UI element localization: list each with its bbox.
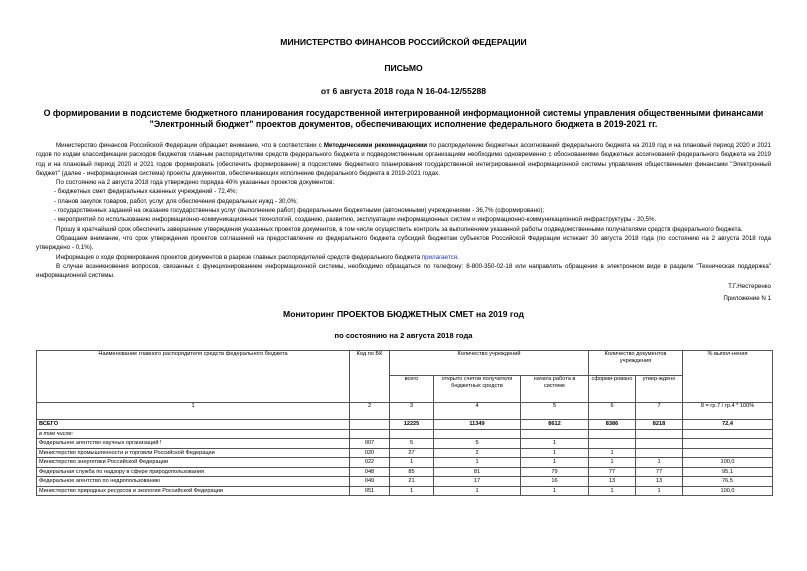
document-type: ПИСЬМО (384, 63, 423, 73)
table-row: ВСЕГО 12225 11349 8612 8386 8218 72,4 (37, 420, 773, 430)
header-code: Код по БК (350, 351, 390, 403)
header-institutions: Количество учреждений (390, 351, 589, 376)
paragraph-2: По состоянию на 2 августа 2018 года утверждено порядка 40% указанных проектов документов: (56, 179, 335, 187)
table-header-row (37, 351, 773, 376)
document-body (36, 141, 771, 280)
header-name: Наименование главного распорядителя средств федерального бюджета (37, 351, 350, 403)
document-subject: О формировании в подсистеме бюджетного планирования государственной интегрированной информационной системы управления общественными финансами "Электронный бюджет" проектов документов, обеспечивающих исполнение федерального бюджета в 2019-2021 гг. (43, 108, 764, 129)
header-percent: % выпол-нения (683, 351, 773, 403)
paragraph-6: В случае возникновения вопросов, связанных с функционированием информационной системы, необходимо обращаться по телефону: 8-800-350-02-18 или направлять обращения в электронном виде в разделе "Техническая поддержка" информационной системы. (36, 262, 771, 280)
table-row: в том числе: (37, 429, 773, 439)
list-item: - мероприятий по использованию информационно-коммуникационных технологий, созданию, развитию, эксплуатации информационных систем и информационно-коммуникационной инфраструктуры - 20,5%. (54, 216, 657, 224)
list-item: - бюджетных смет федеральных казенных учреждений - 72,4%; (54, 188, 238, 196)
list-item: - государственных заданий на оказание государственных услуг (выполнение работ) федеральными бюджетными (автономными) учреждениями - 36,7% (сформировано); (54, 207, 545, 215)
paragraph-1: Министерство финансов Российской Федерации обращает внимание, что в соответствии с Методическими рекомендациями по распределению бюджетных ассигнований федерального бюджета на 2019 год и на плановый период 2020 и 2021 годов по кодам классификации расходов бюджетов главным распорядителям средств федерального бюджета и подведомственным организациям необходимо одновременно с обоснованиями бюджетных ассигнований федерального бюджета на 2019 год и на плановый период 2020 и 2021 годов формировать (обеспечить формирование) в подсистеме бюджетного планирования государственной интегрированной информационной системы управления общественными финансами "Электронный бюджет" (далее - информационная система) проекты документов, обеспечивающих исполнение федерального бюджета в 2019-2021 годах. (36, 142, 771, 177)
paragraph-5: Информация о ходе формирования проектов документов в разрезе главных распорядителей средств федерального бюджета прилагается. (56, 253, 459, 261)
monitoring-table (36, 350, 773, 496)
list-item: - планов закупок товаров, работ, услуг для обеспечения федеральных нужд - 30,0%; (54, 197, 298, 205)
table-row: Федеральная служба по надзору в сфере природопользования 048 85 81 79 77 77 95,1 (37, 467, 773, 477)
table-row: Федеральное агентство научных организаций ! 007 5 5 1 (37, 439, 773, 449)
column-number-row: 1 2 3 4 5 6 7 8 = гр.7 / гр.4 * 100% (37, 403, 773, 420)
appendix-label: Приложение N 1 (723, 295, 771, 303)
table-row: Министерство промышленности и торговли Российской Федерации 020 27 2 1 1 (37, 448, 773, 458)
signature: Т.Г.Нестеренко (728, 283, 771, 291)
header-open-accounts: открыто счетов получателя бюджетных средств (434, 376, 521, 403)
attachment-link[interactable]: прилагается (421, 253, 458, 261)
paragraph-4: Обращаем внимание, что срок утверждения проектов соглашений на предоставление из федерального бюджета субсидий бюджетам субъектов Российской Федерации истекает 30 августа 2018 года (по состоянию на 2 августа 2018 года утверждено - 0,1%). (36, 234, 771, 252)
paragraph-3: Прошу в кратчайший срок обеспечить завершение утверждения указанных проектов документов, в том числе осуществить контроль за выполнением указанной работы подведомственными получателями средств федерального бюджета. (56, 225, 743, 233)
table-row: Федеральное агентство по недропользованию 049 21 17 16 13 13 76,5 (37, 477, 773, 487)
header-total: всего (390, 376, 434, 403)
header-work-started: начата работа в системе (521, 376, 589, 403)
table-row: Министерство природных ресурсов и экологии Российской Федерации 051 1 1 1 1 1 100,0 (37, 486, 773, 496)
header-formed: сформи-ровано (589, 376, 636, 403)
document-date: от 6 августа 2018 года N 16-04-12/55288 (320, 86, 487, 96)
ministry-title: МИНИСТЕРСТВО ФИНАНСОВ РОССИЙСКОЙ ФЕДЕРАЦИИ (280, 37, 527, 47)
methodical-recommendations-link[interactable]: Методическими рекомендациями (323, 142, 428, 149)
monitoring-date: по состоянию на 2 августа 2018 года (334, 331, 473, 341)
header-documents: Количество документов учреждения (589, 351, 683, 376)
monitoring-title: Мониторинг ПРОЕКТОВ БЮДЖЕТНЫХ СМЕТ на 2019 год (283, 309, 524, 320)
table-row: Министерство энергетики Российской Федерации 022 1 1 1 1 1 100,0 (37, 458, 773, 468)
header-approved: утвер-ждено (636, 376, 683, 403)
